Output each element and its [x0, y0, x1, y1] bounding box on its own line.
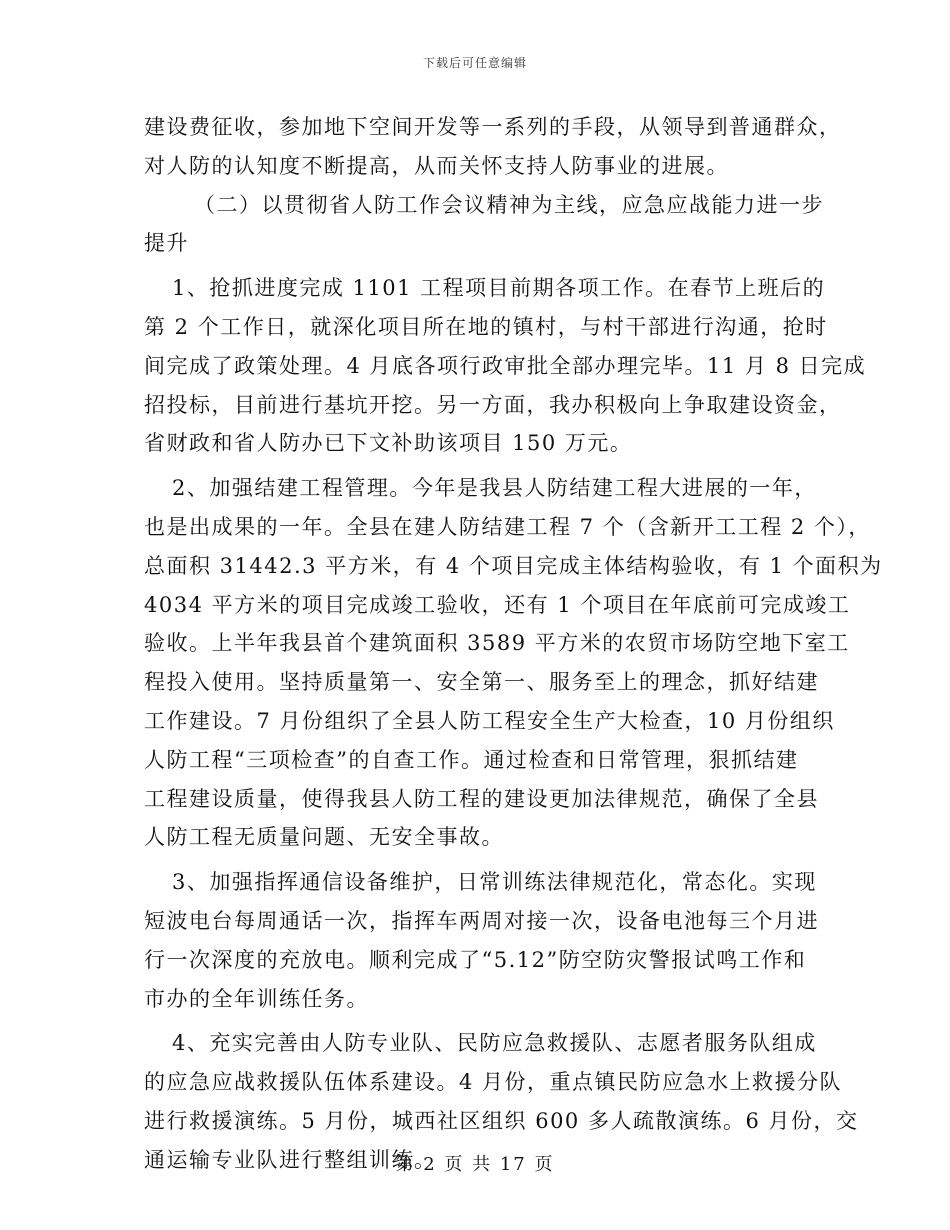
text-line: 总面积 31442.3 平方米，有 4 个项目完成主体结构验收，有 1 个面积为	[144, 553, 883, 578]
section-heading-cont: 提升	[144, 231, 189, 256]
text-line: 第 2 个工作日，就深化项目所在地的镇村，与村干部进行沟通，抢时	[144, 314, 828, 339]
text-line: 3、加强指挥通信设备维护，日常训练法律规范化，常态化。实现	[172, 870, 817, 895]
text-line: 省财政和省人防办已下文补助该项目 150 万元。	[144, 431, 633, 456]
page-header: 下载后可任意编辑	[422, 56, 527, 70]
section-heading: （二）以贯彻省人防工作会议精神为主线，应急应战能力进一步	[194, 192, 824, 217]
text-line: 进行救援演练。5 月份，城西社区组织 600 多人疏散演练。6 月份，交	[144, 1108, 859, 1133]
text-line: 行一次深度的充放电。顺利完成了“5.12”防空防灾警报试鸣工作和	[144, 947, 807, 972]
text-line: 程投入使用。坚持质量第一、安全第一、服务至上的理念，抓好结建	[144, 670, 819, 695]
body-text	[144, 108, 883, 1180]
text-line: 4034 平方米的项目完成竣工验收，还有 1 个项目在年底前可完成竣工	[144, 592, 851, 617]
text-line: 2、加强结建工程管理。今年是我县人防结建工程大进展的一年，	[172, 476, 817, 501]
text-line: 1、抢抓进度完成 1101 工程项目前期各项工作。在春节上班后的	[172, 276, 826, 301]
page-number-footer: 第 2 页 共 17 页	[395, 1154, 555, 1175]
text-line: 也是出成果的一年。全县在建人防结建工程 7 个（含新开工工程 2 个），	[144, 514, 871, 539]
text-line: 市办的全年训练任务。	[144, 986, 369, 1011]
text-line: 通运输专业队进行整组训练。	[144, 1147, 437, 1172]
text-line: 4、充实完善由人防专业队、民防应急救援队、志愿者服务队组成	[172, 1031, 817, 1056]
text-line: 工作建设。7 月份组织了全县人防工程安全生产大检查，10 月份组织	[144, 708, 835, 733]
text-line: 间完成了政策处理。4 月底各项行政审批全部办理完毕。11 月 8 日完成	[144, 353, 867, 378]
text-line: 短波电台每周通话一次，指挥车两周对接一次，设备电池每三个月进	[144, 908, 819, 933]
text-line: 对人防的认知度不断提高，从而关怀支持人防事业的进展。	[144, 153, 729, 178]
text-line: 验收。上半年我县首个建筑面积 3589 平方米的农贸市场防空地下室工	[144, 631, 850, 656]
text-line: 建设费征收，参加地下空间开发等一系列的手段，从领导到普通群众，	[144, 115, 842, 139]
text-line: 人防工程“三项检查”的自查工作。通过检查和日常管理，狠抓结建	[144, 747, 799, 772]
text-line: 的应急应战救援队伍体系建设。4 月份，重点镇民防应急水上救援分队	[144, 1070, 843, 1095]
text-line: 招投标，目前进行基坑开挖。另一方面，我办积极向上争取建设资金，	[144, 392, 842, 417]
text-line: 工程建设质量，使得我县人防工程的建设更加法律规范，确保了全县	[144, 786, 819, 811]
text-line: 人防工程无质量问题、无安全事故。	[144, 825, 504, 850]
